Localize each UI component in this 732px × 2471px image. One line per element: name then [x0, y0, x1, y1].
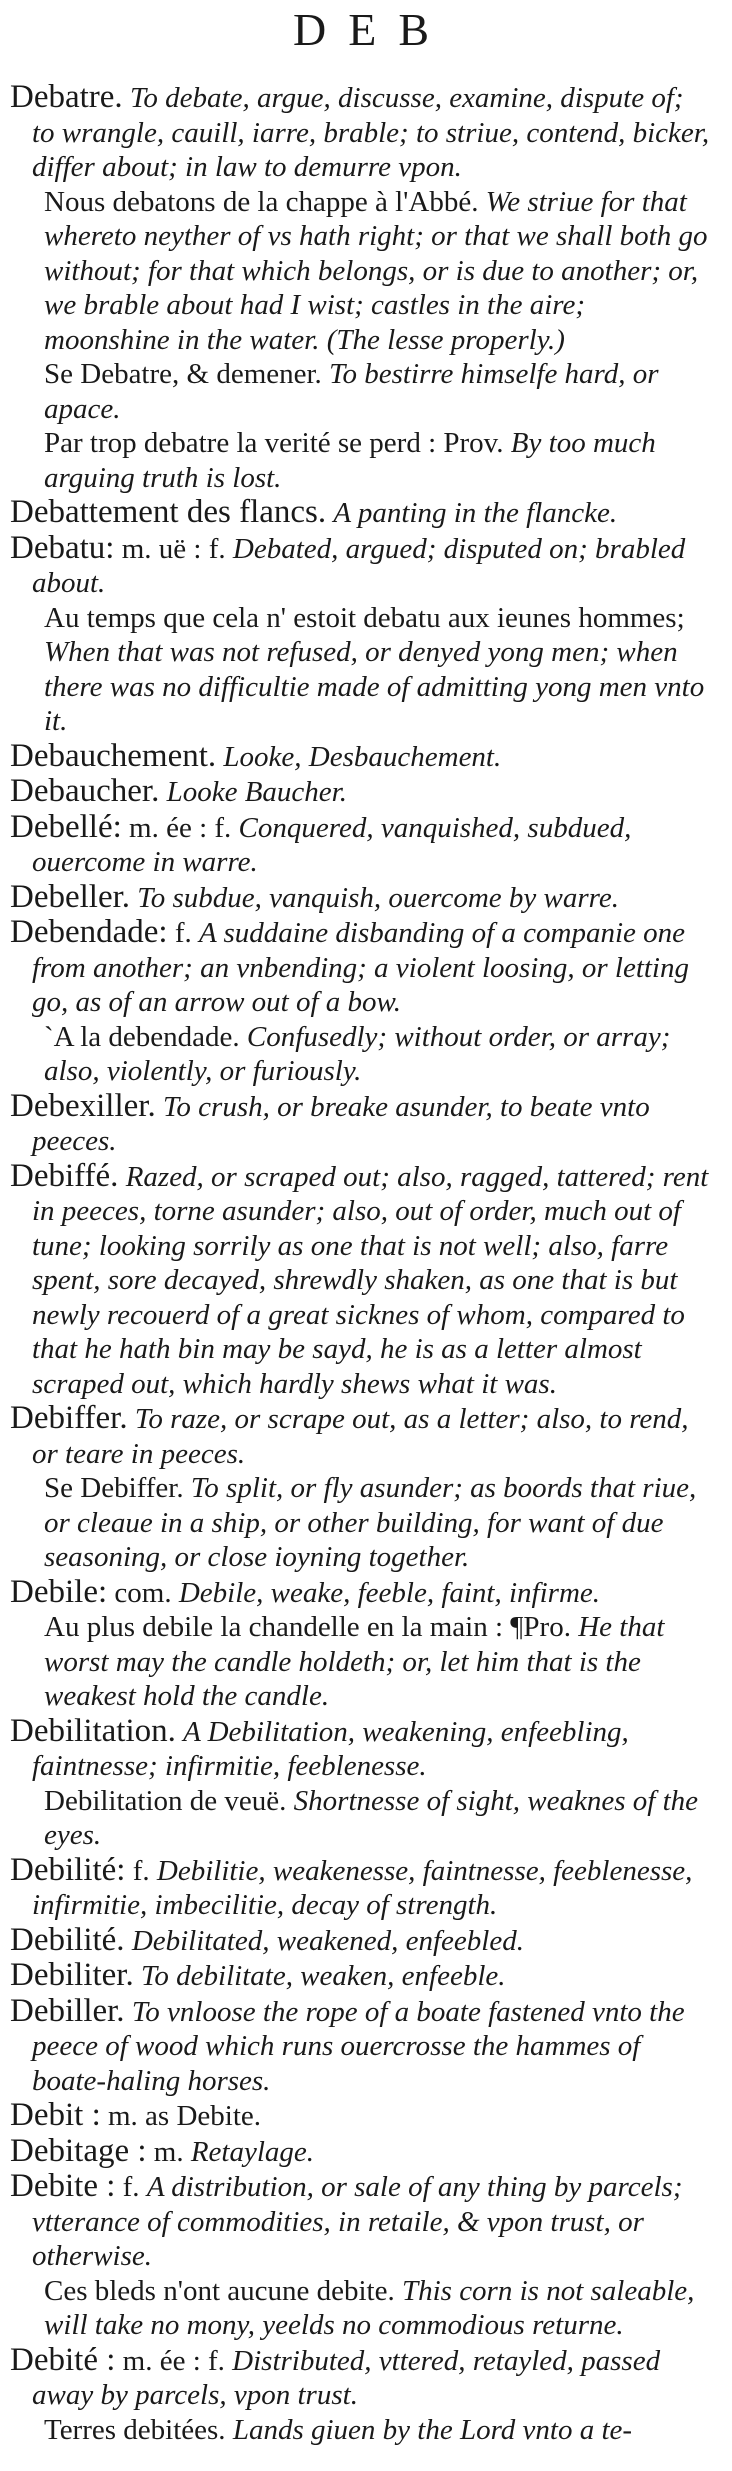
- subentry: [10, 601, 712, 739]
- headword: `A la debendade.: [44, 1020, 240, 1053]
- dictionary-entry: [10, 1994, 712, 2099]
- definition: Confusedly; without order, or array; also, violently, or furiously.: [44, 1020, 671, 1087]
- definition: Razed, or scraped out; also, ragged, tattered; rent in peeces, torne asunder; also, out of order, much out of tune; looking sorrily as one that is not well; also, farre spent, sore decayed, shrewdly shaken, as one that is but newly recouerd of a great sicknes of whom, compared to that he hath bin may be sayd, he is as a letter almost scraped out, which hardly shews what it was.: [32, 1160, 709, 1400]
- dictionary-entry: [10, 1401, 712, 1471]
- dictionary-entry: [10, 2343, 712, 2413]
- subentry: [10, 185, 712, 358]
- headword: Se Debatre, & demener.: [44, 358, 322, 390]
- headword: Debatre.: [10, 79, 123, 115]
- definition: To vnloose the rope of a boate fastened vnto the peece of wood which runs ouercrosse the hammes of boate-haling horses.: [32, 1995, 685, 2097]
- headword: Debilité.: [10, 1921, 125, 1958]
- definition: To raze, or scrape out, as a letter; also, to rend, or teare in peeces.: [32, 1403, 689, 1470]
- dictionary-entry: [10, 880, 712, 916]
- headword: Debiller.: [10, 1992, 125, 2029]
- definition: Debile, weake, feeble, faint, infirme.: [178, 1576, 601, 1609]
- grammar-note: m. as Debite.: [107, 2100, 261, 2132]
- subentry: [10, 2413, 712, 2448]
- definition: To split, or fly asunder; as boords that riue, or cleaue in a ship, or other building, for want of due seasoning, or close ioyning together.: [44, 1472, 697, 1573]
- grammar-note: m.: [153, 2135, 184, 2168]
- headword: Debauchement.: [10, 737, 217, 774]
- headword: Debatu:: [10, 529, 115, 566]
- dictionary-entry: [10, 1923, 712, 1959]
- headword: Se Debiffer.: [44, 1472, 184, 1504]
- running-head: DEB: [293, 4, 451, 55]
- dictionary-entry: [10, 2134, 712, 2170]
- grammar-note: f.: [132, 1854, 150, 1887]
- definition: Retaylage.: [190, 2135, 315, 2168]
- grammar-note: m. ée : f.: [129, 811, 232, 844]
- definition: Debilitie, weakenesse, faintnesse, feeblenesse, infirmitie, imbecilitie, decay of strength.: [32, 1854, 693, 1921]
- definition: By too much arguing truth is lost.: [44, 427, 656, 494]
- subentry: [10, 2274, 712, 2343]
- grammar-note: com.: [114, 1576, 172, 1609]
- dictionary-entry: [10, 810, 712, 880]
- definition: A panting in the flancke.: [333, 497, 618, 529]
- headword: Debiliter.: [10, 1957, 134, 1993]
- entry-list: [10, 80, 712, 2447]
- headword: Debite :: [10, 2168, 116, 2204]
- headword: Debile:: [10, 1573, 108, 1610]
- definition: When that was not refused, or denyed yong men; when there was no difficultie made of admitting yong men vnto it.: [44, 636, 705, 737]
- definition: Looke, Desbauchement.: [223, 740, 502, 773]
- subentry: [10, 1784, 712, 1853]
- headword: Debilitation.: [10, 1712, 176, 1749]
- grammar-note: m. uë : f.: [121, 532, 226, 565]
- definition: This corn is not saleable, will take no mony, yeelds no commodious returne.: [44, 2274, 695, 2341]
- definition: We striue for that whereto neyther of vs hath right; or that we shall both go without; for that which belongs, or is due to another; or, we brable about had I wist; castles in the aire; moonshine in the water. (The lesse properly.): [44, 185, 708, 356]
- headword: Terres debitées.: [44, 2413, 226, 2446]
- definition: To subdue, vanquish, ouercome by warre.: [137, 881, 619, 914]
- dictionary-entry: [10, 531, 712, 601]
- dictionary-entry: [10, 915, 712, 1020]
- definition: Conquered, vanquished, subdued, ouercome in warre.: [32, 811, 632, 878]
- headword: Debiffé.: [10, 1157, 119, 1194]
- headword: Debellé:: [10, 808, 122, 845]
- headword: Debeller.: [10, 878, 131, 915]
- headword: Debaucher.: [10, 773, 160, 809]
- subentry: [10, 1471, 712, 1575]
- definition: A distribution, or sale of any thing by parcels; vtterance of commodities, in retaile, & vpon trust, or otherwise.: [32, 2171, 683, 2272]
- subentry: [10, 1020, 712, 1089]
- definition: To crush, or breake asunder, to beate vnto peeces.: [32, 1090, 650, 1157]
- dictionary-entry: [10, 1958, 712, 1994]
- definition: He that worst may the candle holdeth; or, let him that is the weakest hold the candle.: [44, 1611, 665, 1712]
- definition: Shortnesse of sight, weaknes of the eyes.: [44, 1784, 698, 1851]
- definition: Debilitated, weakened, enfeebled.: [131, 1924, 524, 1957]
- headword: Debexiller.: [10, 1087, 156, 1124]
- definition: To debilitate, weaken, enfeeble.: [140, 1960, 506, 1992]
- dictionary-entry: [10, 2098, 712, 2134]
- definition: Debated, argued; disputed on; brabled about.: [32, 532, 686, 599]
- subentry: [10, 1610, 712, 1714]
- definition: To debate, argue, discusse, examine, dispute of; to wrangle, cauill, iarre, brable; to striue, contend, bicker, differ about; in law to demurre vpon.: [32, 82, 710, 183]
- headword: Au plus debile la chandelle en la main : ¶Pro.: [44, 1611, 571, 1643]
- headword: Debiffer.: [10, 1400, 128, 1436]
- definition: Distributed, vttered, retayled, passed away by parcels, vpon trust.: [32, 2344, 661, 2411]
- definition: Lands giuen by the Lord vnto a te-: [232, 2413, 633, 2446]
- definition: Looke Baucher.: [166, 776, 347, 808]
- headword: Debilité:: [10, 1851, 126, 1888]
- dictionary-entry: [10, 1853, 712, 1923]
- headword: Debit :: [10, 2097, 101, 2133]
- grammar-note: f.: [174, 917, 192, 949]
- subentry: [10, 357, 712, 426]
- grammar-note: f.: [122, 2171, 140, 2203]
- headword: Nous debatons de la chappe à l'Abbé.: [44, 185, 479, 218]
- headword: Debitage :: [10, 2132, 147, 2169]
- grammar-note: m. ée : f.: [122, 2344, 225, 2377]
- dictionary-entry: [10, 774, 712, 810]
- headword: Debattement des flancs.: [10, 494, 327, 530]
- dictionary-entry: [10, 1089, 712, 1159]
- dictionary-entry: [10, 80, 712, 185]
- dictionary-entry: [10, 1575, 712, 1611]
- headword: Au temps que cela n' estoit debatu aux ieunes hommes;: [44, 601, 685, 634]
- subentry: [10, 426, 712, 495]
- dictionary-entry: [10, 1159, 712, 1402]
- dictionary-entry: [10, 495, 712, 531]
- definition: A Debilitation, weakening, enfeebling, faintnesse; infirmitie, feeblenesse.: [32, 1715, 629, 1782]
- dictionary-entry: [10, 1714, 712, 1784]
- headword: Ces bleds n'ont aucune debite.: [44, 2274, 395, 2307]
- definition: A suddaine disbanding of a companie one from another; an vnbending; a violent loosing, or letting go, as of an arrow out of a bow.: [32, 917, 689, 1018]
- headword: Debendade:: [10, 914, 168, 950]
- headword: Par trop debatre la verité se perd : Prov.: [44, 427, 504, 459]
- headword: Debilitation de veuë.: [44, 1784, 287, 1817]
- dictionary-entry: [10, 2169, 712, 2274]
- dictionary-entry: [10, 739, 712, 775]
- definition: To bestirre himselfe hard, or apace.: [44, 358, 659, 425]
- headword: Debité :: [10, 2341, 116, 2378]
